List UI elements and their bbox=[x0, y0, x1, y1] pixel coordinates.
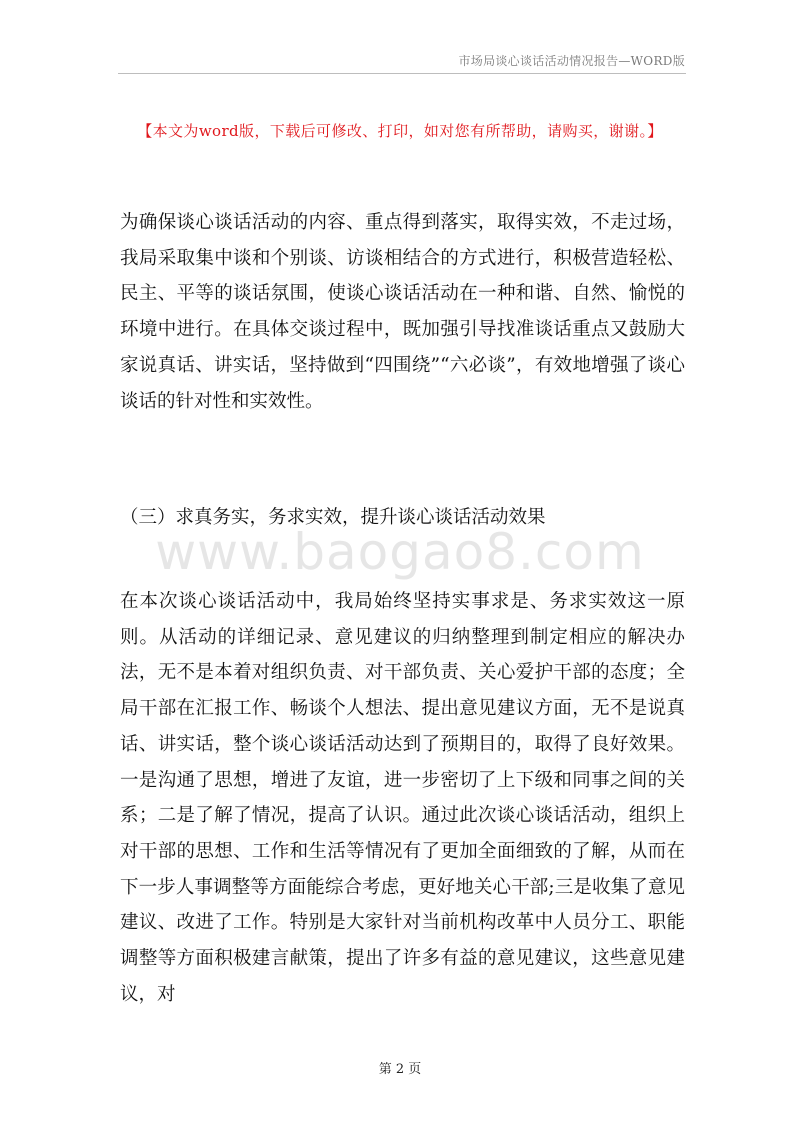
page-number: 第 2 页 bbox=[378, 1062, 422, 1077]
running-header: 市场局谈心谈话活动情况报告—WORD版 bbox=[458, 54, 685, 68]
purchase-notice: 【本文为word版，下载后可修改、打印，如对您有所帮助，请购买，谢谢。】 bbox=[137, 122, 663, 140]
header-divider bbox=[118, 73, 686, 74]
section-heading: （三）求真务实，务求实效，提升谈心谈话活动效果 bbox=[120, 507, 546, 528]
watermark: www.baogao8.com bbox=[155, 523, 645, 581]
body-paragraph-2: 在本次谈心谈话活动中，我局始终坚持实事求是、务求实效这一原则。从活动的详细记录、意见建议的归纳整理到制定相应的解决办法，无不是本着对组织负责、对干部负责、关心爱护干部的态度；全局干部在汇报工作、畅谈个人想法、提出意见建议方面，无不是说真话、讲实话，整个谈心谈话活动达到了预期目的，取得了良好效果。一是沟通了思想，增进了友谊，进一步密切了上下级和同事之间的关系；二是了解了情况，提高了认识。通过此次谈心谈话活动，组织上对干部的思想、工作和生活等情况有了更加全面细致的了解，从而在下一步人事调整等方面能综合考虑，更好地关心干部;三是收集了意见建议、改进了工作。特别是大家针对当前机构改革中人员分工、职能调整等方面积极建言献策，提出了许多有益的意见建议，这些意见建议，对 bbox=[120, 591, 685, 1005]
body-paragraph-1: 为确保谈心谈话活动的内容、重点得到落实，取得实效，不走过场，我局采取集中谈和个别谈、访谈相结合的方式进行，积极营造轻松、民主、平等的谈话氛围，使谈心谈话活动在一种和谐、自然、愉悦的环境中进行。在具体交谈过程中，既加强引导找准谈话重点又鼓励大家说真话、讲实话，坚持做到“四围绕”“六必谈”，有效地增强了谈心谈话的针对性和实效性。 bbox=[120, 212, 685, 412]
